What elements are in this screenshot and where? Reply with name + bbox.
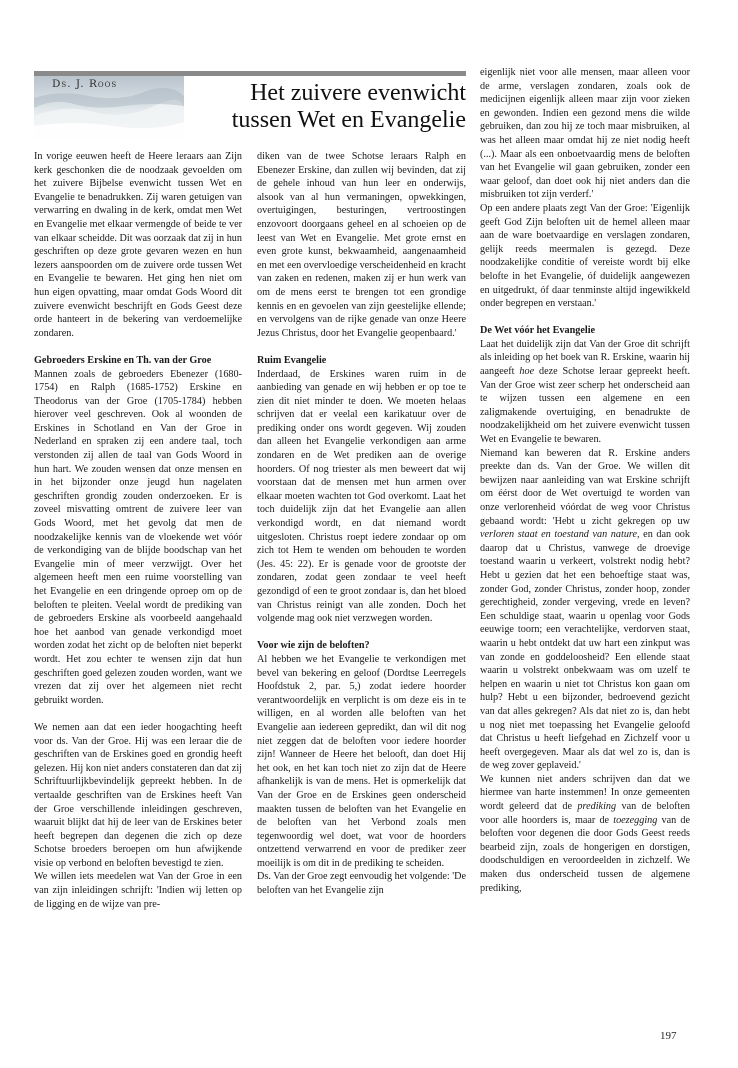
emphasis: toezegging — [613, 814, 658, 826]
intro-paragraph: In vorige eeuwen heeft de Heere leraars aan Zijn kerk geschonken die de noodzaak gevoelden om het zuivere Bijbelse evenwicht tussen Wet en Evangelie te benadrukken. Zij waren getuigen van verwarring en dwaling in de kerk, omdat men Wet en Evangelie met elkaar vermengde of beide te ver van elkaar scheidde. Dit was oorzaak dat zij in hun geschriften op deze grote gevaren wezen en hun lezers aanspoorden om de zuivere orde tussen Wet en Evangelie te bewaren. Het ging hen niet om hun eigen opvatting, maar omdat Gods Woord dit zuivere evenwicht beschrijft en Gods Geest deze orde hanteert in de bekering van verdoemelijke zondaren. — [34, 151, 242, 339]
text-run: Niemand kan beweren dat R. Erskine anders preekte dan ds. Van der Groe. We willen dit bewijzen naar aanleiding van wat Erskine schrijft om éérst door de Wet overtuigd te worden van onze verlorenheid vóórdat de weg voor Christus gebaand wordt: 'Hebt u zicht gekregen op uw — [480, 447, 690, 527]
paragraph: Mannen zoals de gebroeders Ebenezer (1680-1754) en Ralph (1685-1752) Erskine en Theodorus van der Groe (1705-1784) hebben hierover veel geschreven. Ook al woonden de Erskines in Schotland en Van der Groe in Nederland en spraken zij een andere taal, toch verstonden zij allen de taal van Gods Woord in hun hart. We zouden wensen dat onze mensen en in het bijzonder onze jeugd hun nagelaten geschriften grondig zouden onderzoeken. Er is zoveel misvatting omtrent de zuivere leer van Gods Woord, met het gevolg dat men de noodzakelijke kennis van de vloekende wet vóór de verkondiging van de blijde boodschap van het Evangelie min of meer verzwijgt. Over het algemeen heeft men een ruime voorstelling van het Evangelie en een dringende oproep om op de beloften te pleiten. Veelal wordt de prediking van de gebroeders Erskine als voorbeeld aangehaald hoe het aanbod van genade verkondigd moet worden zodat het zicht op de beloften niet beperkt wordt. Het zou echter te wensen zijn dat hun geschriften goed gelezen zouden worden, want we vrezen dat zij over het algemeen niet recht gebruikt worden. — [34, 368, 242, 706]
paragraph: We willen iets meedelen wat Van der Groe in een van zijn inleidingen schrijft: 'Indien wij letten op de ligging en de wijze van pre- — [34, 871, 242, 910]
emphasis: verloren staat en toestand van nature, — [480, 529, 640, 541]
text-column-1 — [34, 150, 242, 911]
paragraph: Op een andere plaats zegt Van der Groe: 'Eigenlijk geeft God Zijn beloften uit de hemel alleen maar aan de ware boetvaardige en verslagen zondaren, gelijk reeds meermalen is gezegd. Deze noodzakelijke conditie of vereiste wordt bij elke belofte in het Evangelie, óf duidelijk aangewezen en uitgedrukt, óf daar tenminste altijd ingewikkeld onder begrepen en verstaan.' — [480, 202, 690, 310]
article-title — [180, 80, 466, 134]
author-name: Ds. J. Roos — [52, 78, 118, 90]
page-number: 197 — [660, 1030, 677, 1042]
paragraph: Ds. Van der Groe zegt eenvoudig het volgende: 'De beloften van het Evangelie zijn — [257, 871, 467, 897]
text-run: deze Schotse leraar gepreekt heeft. Van der Groe wist zeer scherp het onderscheid aan te wijzen tussen een algemene en een zaligmakende overtuiging, en benadrukte de noodzakelijkheid om het zuivere evenwicht tussen Wet en Evangelie te bewaren. — [480, 366, 690, 446]
section-heading: Voor wie zijn de beloften? — [257, 640, 370, 652]
emphasis: prediking — [577, 801, 617, 813]
text-run: van de beloften voor degenen die door Gods Geest reeds bearbeid zijn, zoals de hongerigen en dorstigen, doodschuldigen en veroordeelden in zichzelf. We maken dus onderscheid tussen de algemene prediking, — [480, 814, 690, 894]
paragraph: eigenlijk niet voor alle mensen, maar alleen voor de arme, verslagen zondaren, zoals ook de medicijnen eigenlijk alleen maar zijn voor zieken en gewonden. Indien een gezond mens die wilde gebruiken, dan zou hij ze toch maar misbruiken, al was het alleen maar omdat hij ze niet nodig heeft (...). Maar als een onboetvaardig mens de beloften van het Evangelie wil gaan gebruiken, zonder een waar geloof, dan doet ook hij niet anders dan die misbruiken tot zijn verderf.' — [480, 67, 690, 201]
section-heading: De Wet vóór het Evangelie — [480, 325, 596, 337]
paragraph: Al hebben we het Evangelie te verkondigen met bevel van bekering en geloof (Dordtse Leerregels Hoofdstuk 2, par. 5,) zodat iedere hoorder verantwoordelijk en verplicht is om deze eis in te willigen, en al worden alle beloften van het Evangelie aan iedereen gepredikt, dan wil dit nog niet zeggen dat de beloften voor iedere hoorder zijn! Wanneer de Heere het belooft, dan doet Hij het ook, en het kan toch niet zo zijn dat de Heere afhankelijk is van de mens. Het is opmerkelijk dat Van der Groe en de Erskines geen onderscheid maakten tussen de beloften van het Evangelie en de beloften van het Verbond zoals men tegenwoordig wel doet, wat voor de hoorders ontzettend verwarrend en voor de prediker zeer moeilijk is om dit in de prediking te scheiden. — [257, 653, 466, 869]
section-heading: Ruim Evangelie — [257, 354, 327, 366]
paragraph — [480, 338, 690, 447]
paragraph — [480, 773, 690, 895]
text-run: van de beloften voor alle hoorders is, maar de — [480, 801, 691, 826]
emphasis: hoe — [519, 366, 535, 378]
paragraph: Inderdaad, de Erskines waren ruim in de aanbieding van genade en wij hebben er op toe te zien dit niet minder te doen. We moeten helaas schrijven dat er veelal een karikatuur over de prediking onder ons wordt gegeven. Wij zouden dan alleen het Evangelie verkondigen aan arme zondaren en de Wet prediken aan de overige hoorders. Of nog triester als men beweert dat wij voorstaan dat de mensen met hun armen over elkaar moeten wachten tot God overkomt. Laat het toch duidelijk zijn dat het Evangelie aan allen verkondigd wordt, en dat niemand wordt uitgesloten. Christus roept iedere zondaar op om zich tot Hem te wenden om behouden te worden (Jes. 45: 22). Er is genade voor de grootste der zondaren, zodat geen zondaar te veel heeft gezondigd of een te groot zondaar is, dan het bloed van Christus reinigt van alle zonden. Doch het volgende mag ook niet verzwegen worden. — [257, 368, 466, 625]
text-run: Laat het duidelijk zijn dat Van der Groe dit schrijft als inleiding op het boek van R. Erskine, waarin hij aangeeft — [480, 338, 690, 378]
paragraph: We nemen aan dat een ieder hoogachting heeft voor ds. Van der Groe. Hij was een leraar die de geschriften van de Erskines goed en grondig heeft gelezen. Hij kon niet anders constateren dan dat zij Schriftuurlijkbevindelijk gepreekt hebben. In de vertaalde geschriften van de Erskines heeft Van der Groe verschillende inleidingen geschreven, waaruit blijkt dat hij de leer van de Erskines beter heeft begrepen dan degenen die zich op deze Schotse broeders beroepen om hun afwijkende visie op verbond en beloften bevestigd te zien. — [34, 721, 242, 869]
title-line-1: Het zuivere evenwicht — [250, 80, 466, 106]
text-column-3 — [480, 66, 690, 895]
text-run: We kunnen niet anders schrijven dan dat we hiermee van harte instemmen! In onze gemeenten wordt geleerd dat de — [480, 773, 690, 813]
title-line-2: tussen Wet en Evangelie — [231, 107, 466, 133]
paragraph: diken van de twee Schotse leraars Ralph en Ebenezer Erskine, dan zullen wij bevinden, dat zij de gehele inhoud van hun leer en onderwijs, alsook van al hun vermaningen, opwekkingen, overtuigingen, besturingen, vertroostingen enzovoort doorgaans geheel en al schoeien op de leest van Wet en Evangelie. Met grote ernst en even grote kunst, bekwaamheid, aangenaamheid en met een overvloedige verscheidenheid en kracht van zaken en redenen, maken zij er hun werk van om de mens eerst te brengen tot een grondige kennis en en gevoelen van zijn geestelijke ellende; en vervolgens van de rijke genade van onze Heere Jezus Christus, door het Evangelie geopenbaard.' — [257, 151, 466, 339]
section-heading: Gebroeders Erskine en Th. van der Groe — [34, 354, 212, 366]
paragraph — [480, 447, 690, 773]
text-run: en dan ook daarop dat u Christus, vanwege de droevige toestand waarin u verkeert, volstrekt nodig hebt? Hebt u gezien dat het een behoeftige staat was, zonder God, zonder Christus, zonder hoop, zonder gerechtigheid, zonder vergeving, vrede en leven? Een schuldige staat, waarin u openlag voor Gods eeuwige toorn; een verachtelijke, verdorven staat, waarin u hebt ontdekt dat uw hart een zinkput was van zonde en goddeloosheid? Een ellende staat waarin u volstrekt onbekwaam was om uzelf te helpen en waarin u niet tot Christus kon gaan om hulp? Hebt u een bijzonder, bedroevend gezicht van dat alles gekregen? Als dat niet zo is, dan hebt u nog niet met toepassing het Evangelie geloofd dat Christus u heeft liefgehad en Zichzelf voor u heeft overgegeven. Maar als dat wel zo is, dan is de weg zover geplaveid.' — [480, 529, 690, 772]
text-column-2 — [257, 150, 466, 898]
